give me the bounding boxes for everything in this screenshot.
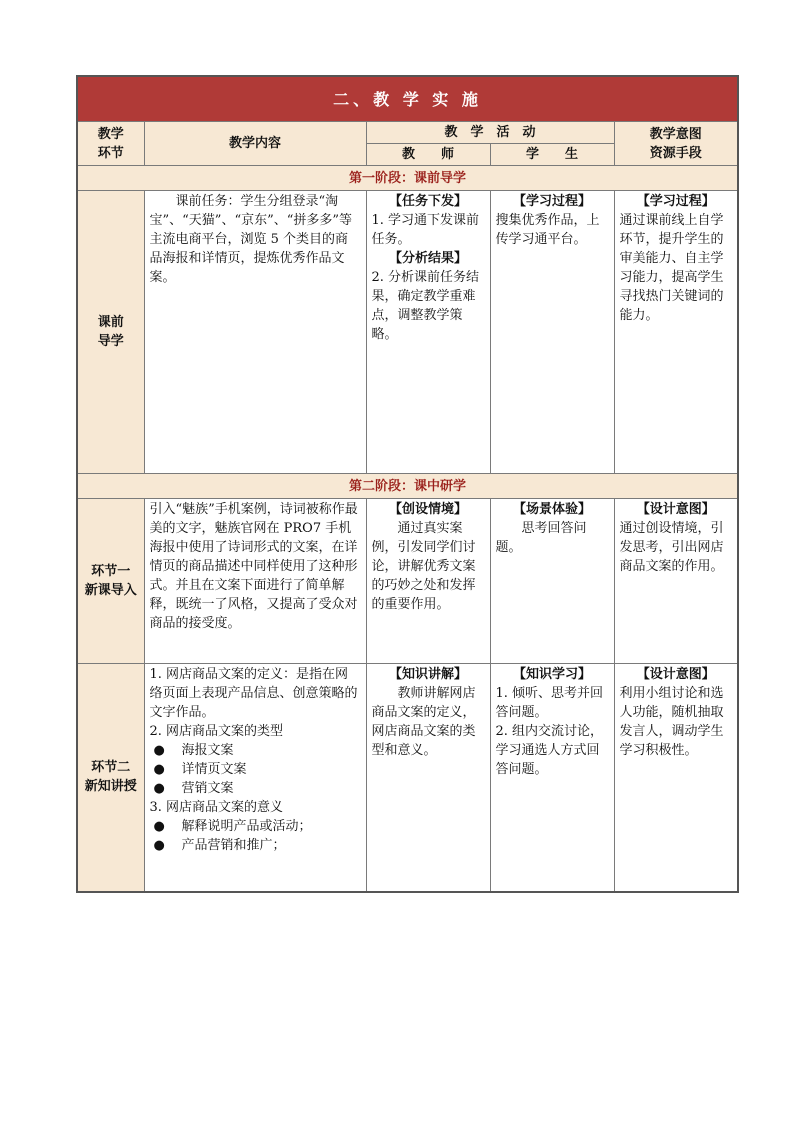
section2-name: 环节二 新知讲授 [77,664,144,892]
section2-intent: 【设计意图】 利用小组讨论和选人功能，随机抽取发言人，调动学生学习积极性。 [614,664,738,892]
teacher-tag: 【分析结果】 [388,251,467,266]
stage1-content: 课前任务：学生分组登录“淘宝”、“天猫”、“京东”、“拼多多”等主流电商平台，浏览 5 个类目的商品海报和详情页，提炼优秀作品文案。 [144,191,366,474]
stage1-label: 第一阶段：课前导学 [77,166,738,191]
section2-content: 1. 网店商品文案的定义：是指在网络页面上表现产品信息、创意策略的文字作品。 2. 网店商品文案的类型 ● 海报文案 ● 详情页文案 ● 营销文案 3. 网店商品文案的意义 ● 解释说明产品或活动； ● 产品营销和推广； [144,664,366,892]
list-item: ● 产品营销和推广； [150,836,361,855]
section1-name: 环节一 新课导入 [77,499,144,664]
section1-student: 【场景体验】 思考回答问题。 [490,499,614,664]
stage1-intent: 【学习过程】 通过课前线上自学环节，提升学生的审美能力、自主学习能力，提高学生寻找热门关键词的能力。 [614,191,738,474]
lesson-plan-table [76,75,739,893]
section2-student: 【知识学习】 1. 倾听、思考并回答问题。 2. 组内交流讨论，学习通选人方式回答问题。 [490,664,614,892]
table-title: 二、教 学 实 施 [77,76,738,122]
header-intent: 教学意图 资源手段 [614,122,738,166]
list-item: ● 营销文案 [150,779,361,798]
header-stage: 教学 环节 [77,122,144,166]
section2-teacher: 【知识讲解】 教师讲解网店商品文案的定义，网店商品文案的类型和意义。 [366,664,490,892]
header-content: 教学内容 [144,122,366,166]
header-activity: 教 学 活 动 [366,122,614,144]
section1-content: 引入“魅族”手机案例，诗词被称作最美的文字，魅族官网在 PRO7 手机海报中使用了诗词形式的文案，在详情页的商品描述中同样使用了这种形式。并且在文案下面进行了简单解释，既统一了风格，又提高了受众对商品的接受度。 [144,499,366,664]
list-item: ● 海报文案 [150,741,361,760]
stage2-label: 第二阶段：课中研学 [77,474,738,499]
stage1-section: 课前 导学 [77,191,144,474]
list-item: ● 解释说明产品或活动； [150,817,361,836]
stage1-student: 【学习过程】 搜集优秀作品，上传学习通平台。 [490,191,614,474]
header-teacher: 教 师 [366,144,490,166]
stage1-teacher: 【任务下发】 1. 学习通下发课前任务。 【分析结果】 2. 分析课前任务结果，确定教学重难点，调整教学策略。 [366,191,490,474]
teacher-tag: 【任务下发】 [388,194,467,209]
section1-intent: 【设计意图】 通过创设情境，引发思考，引出网店商品文案的作用。 [614,499,738,664]
section1-teacher: 【创设情境】 通过真实案例，引发同学们讨论，讲解优秀文案的巧妙之处和发挥的重要作用。 [366,499,490,664]
list-item: ● 详情页文案 [150,760,361,779]
header-student: 学 生 [490,144,614,166]
